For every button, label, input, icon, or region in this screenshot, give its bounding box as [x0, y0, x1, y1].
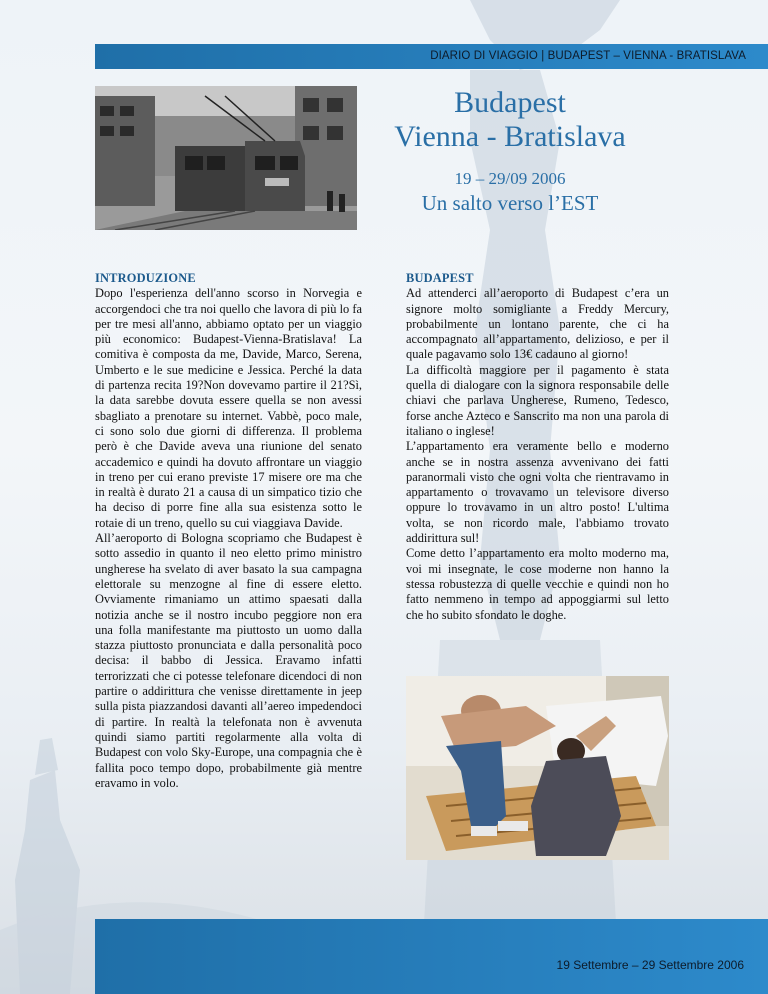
header-title: DIARIO DI VIAGGIO | BUDAPEST – VIENNA - BRATISLAVA [430, 50, 746, 62]
paragraph: Come detto l’appartamento era molto moderno ma, voi mi insegnate, le cose moderne non hanno la stessa robustezza di quelle vecchie e quindi non ho fatto nemmeno in tempo ad appoggiarmi sul letto che ho subito sfondato le doghe. [406, 546, 669, 622]
paragraph: Ad attenderci all’aeroporto di Budapest c’era un signore molto somigliante a Freddy Mercury, probabilmente un lontano parente, che ci ha accompagnato all’appartamento, delizioso, e per il quale pagavamo solo 13€ cadauno al giorno! [406, 286, 669, 362]
title-line-1: Budapest [454, 86, 566, 119]
paragraph: L’appartamento era veramente bello e moderno anche se in nostra assenza avvenivano dei fatti paranormali visto che ogni volta che rientravamo in appartamento o trovavamo un televisore diverso oppure lo trovavamo in un altro posto! L'ultima volta, se non ricordo male, l'abbiamo trovato addirittura sul! [406, 439, 669, 546]
left-column [95, 271, 362, 791]
tram-photo [95, 86, 357, 230]
title-line-2: Vienna - Bratislava [394, 120, 626, 153]
title-block [370, 86, 650, 216]
paragraph: La difficoltà maggiore per il pagamento è stata quella di dialogare con la signora responsabile delle chiavi che parlava Ungherese, Rumeno, Tedesco, forse anche Azteco e Sanscrito ma non una parola di italiano o inglese! [406, 362, 669, 438]
paragraph: Dopo l'esperienza dell'anno scorso in Norvegia e accorgendoci che tra noi quello che lavora di più lo fa per tre mesi all'anno, abbiamo optato per un viaggio più economico: Budapest-Vienna-Bratislava! La comitiva è composta da me, Davide, Marco, Serena, Umberto e le sue medicine e Jessica. Perché la data di partenza recita 19?Non dovevamo partire il 21?Sì, la data sarebbe dovuta essere quella se non avessi sbagliato a prenotare su internet. Vabbè, poco male, ci sono solo due giorni di differenza. Il problema però è che Davide aveva una riunione del senato accademico e quindi ha dovuto affrontare un viaggio in treno per cui erano previste 17 misere ore ma che in realtà è durato 21 a causa di un simpatico tizio che ha deciso di porre fine alla sua esistenza sotto le rotaie di un treno, quello su cui viaggiava Davide. [95, 286, 362, 530]
bed-photo [406, 676, 669, 860]
footer-bar [95, 919, 768, 994]
section-heading-introduzione: INTRODUZIONE [95, 271, 196, 285]
title-subtitle: Un salto verso l’EST [421, 191, 599, 215]
right-column [406, 271, 669, 623]
footer-dates: 19 Settembre – 29 Settembre 2006 [556, 958, 744, 972]
paragraph: All’aeroporto di Bologna scopriamo che Budapest è sotto assedio in quanto il neo eletto primo ministro ungherese ha svelato di aver basato la sua campagna elettorale su menzogne al fine di essere eletto. Ovviamente rimaniamo un attimo spaesati dalla notizia anche se il nostro incubo peggiore non era una folla manifestante ma piuttosto un uomo dalla stazza piuttosto pronunciata e dalla personalità poco decisa: il babbo di Jessica. Eravamo infatti terrorizzati che ci potesse telefonare dicendoci di non partire o addirittura che venisse direttamente in jeep sulla pista piazzandosi davanti all’aereo impedendoci di partire. In realtà la telefonata non è avvenuta quindi siamo partiti regolarmente alla volta di Budapest con volo Sky-Europe, una compagnia che è fallita poco tempo dopo, probabilmente già mentre eravamo in volo. [95, 531, 362, 790]
title-dates: 19 – 29/09 2006 [454, 169, 566, 188]
section-heading-budapest: BUDAPEST [406, 271, 474, 285]
